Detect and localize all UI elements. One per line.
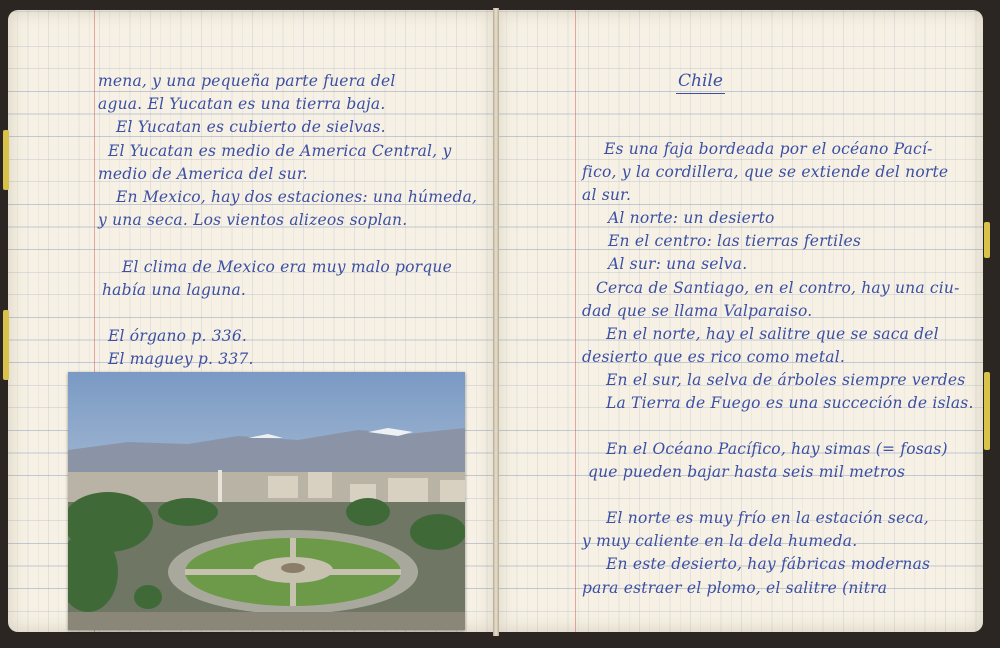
handwritten-line: agua. El Yucatan es una tierra baja. [98,95,386,113]
right-page-tab [984,372,990,450]
handwritten-line: En el sur, la selva de árboles siempre verdes [606,371,966,389]
pasted-photo [68,372,465,630]
handwritten-line: y una seca. Los vientos alizeos soplan. [98,211,408,229]
handwritten-line: fico, y la cordillera, que se extiende del norte [582,163,949,181]
handwritten-line: para estraer el plomo, el salitre (nitra [582,579,888,597]
handwritten-line: El clima de Mexico era muy malo porque [122,258,452,276]
handwritten-line: mena, y una pequeña parte fuera del [98,72,396,90]
handwritten-line: había una laguna. [102,281,247,299]
handwritten-line: En este desierto, hay fábricas modernas [606,555,931,573]
handwritten-line: Al sur: una selva. [608,255,748,273]
handwritten-line: En Mexico, hay dos estaciones: una húmeda, [116,188,478,206]
handwritten-line: al sur. [582,186,632,204]
handwritten-line: La Tierra de Fuego es una succeción de islas. [606,394,974,412]
handwritten-line: El maguey p. 337. [108,350,254,368]
handwritten-line: Cerca de Santiago, en el contro, hay una ciu- [596,279,960,297]
handwritten-line: que pueden bajar hasta seis mil metros [588,463,906,481]
handwritten-line: desierto que es rico como metal. [582,348,846,366]
handwritten-line: El norte es muy frío en la estación seca, [606,509,929,527]
page-title: Chile [676,71,725,94]
handwritten-line: medio de America del sur. [98,165,308,183]
handwritten-line: El Yucatan es cubierto de sielvas. [116,118,386,136]
handwritten-line: y muy caliente en la dela humeda. [582,532,858,550]
handwritten-line: Es una faja bordeada por el océano Pací- [604,140,933,158]
notebook-spine [493,8,499,636]
city-plaza-image [68,372,465,630]
handwritten-line: El Yucatan es medio de America Central, y [108,142,452,160]
handwritten-line: En el centro: las tierras fertiles [608,232,862,250]
handwritten-line: En el Océano Pacífico, hay simas (= fosas) [606,440,948,458]
left-page-tab [3,310,9,380]
handwritten-line: En el norte, hay el salitre que se saca del [606,325,939,343]
handwritten-line: El órgano p. 336. [108,327,248,345]
right-page-tab [984,222,990,258]
handwritten-line: Al norte: un desierto [608,209,775,227]
left-page-tab [3,130,9,190]
handwritten-line: dad que se llama Valparaiso. [582,302,813,320]
